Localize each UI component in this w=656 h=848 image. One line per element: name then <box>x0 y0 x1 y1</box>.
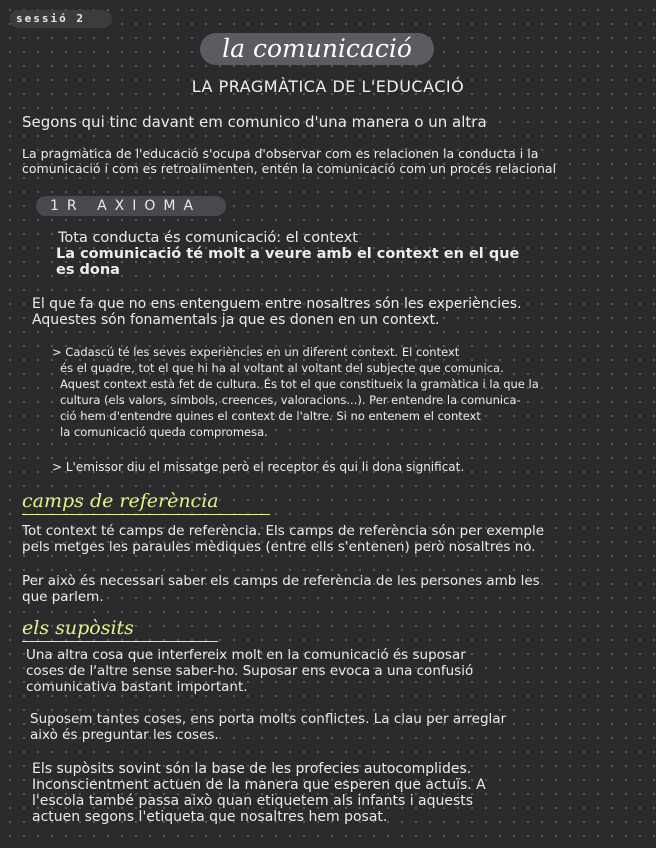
heading-underline <box>22 641 218 642</box>
camps-line: pels metges les paraules mèdiques (entre ells s'entenen) però nosaltres no. <box>22 539 536 555</box>
axioma-line: La comunicació té molt a veure amb el context en el que <box>56 246 520 262</box>
intro-paragraph-line: La pragmàtica de l'educació s'ocupa d'observar com es relacionen la conducta i la <box>22 146 539 161</box>
experiences-line: El que fa que no ens entenguem entre nosaltres són les experiències. <box>32 296 522 312</box>
bullet-line: és el quadre, tot el que hi ha al voltant al voltant del subjecte que comunica. <box>60 361 504 375</box>
page-subtitle: LA PRAGMÀTICA DE L'EDUCACIÓ <box>191 77 465 96</box>
page-title: la comunicació <box>222 34 412 63</box>
intro-line: Segons qui tinc davant em comunico d'una manera o un altra <box>22 113 487 131</box>
section-heading-suposits: els supòsits <box>22 617 134 639</box>
suposits-line: coses de l'altre sense saber-ho. Suposar ens evoca a una confusió <box>26 663 474 679</box>
experiences-line: Aquestes són fonamentals ja que es donen en un context. <box>32 312 440 328</box>
suposits-line: Els supòsits sovint són la base de les profecies autocomplides. <box>32 761 472 777</box>
axioma-label: 1R AXIOMA <box>50 198 202 214</box>
heading-underline <box>22 514 270 515</box>
axioma-line: Tota conducta és comunicació: el context <box>58 230 358 246</box>
camps-line: Tot context té camps de referència. Els camps de referència són per exemple <box>22 523 545 539</box>
bullet-line: la comunicació queda compromesa. <box>60 425 268 439</box>
bullet-line: > Cadascú té les seves experiències en un diferent context. El context <box>52 345 460 359</box>
bullet-line: ció hem d'entendre quines el context de l'altre. Si no entenem el context <box>60 409 481 423</box>
suposits-line: Inconscientment actuen de la manera que esperen que actuïs. A <box>32 777 486 793</box>
camps-line: Per això és necessari saber els camps de referència de les persones amb les <box>22 573 540 589</box>
bullet-line: Aquest context està fet de cultura. És tot el que constitueix la gramàtica i la que la <box>60 377 539 391</box>
suposits-line: actuen segons l'etiqueta que nosaltres hem posat. <box>32 809 388 825</box>
axioma-line: es dona <box>56 262 120 278</box>
suposits-line: Una altra cosa que interfereix molt en la comunicació és suposar <box>26 647 466 663</box>
suposits-line: això és preguntar les coses. <box>30 727 219 743</box>
bullet-line: > L'emissor diu el missatge però el receptor és qui li dona significat. <box>52 460 465 474</box>
suposits-line: l'escola també passa això quan etiquetem als infants i aquests <box>32 793 474 809</box>
bullet-line: cultura (els valors, símbols, creences, valoracions...). Per entendre la comunica- <box>60 393 521 407</box>
section-heading-camps: camps de referència <box>22 490 219 512</box>
session-label: sessió 2 <box>16 12 85 25</box>
camps-line: que parlem. <box>22 589 104 605</box>
intro-paragraph-line: comunicació i com es retroalimenten, entén la comunicació com un procés relacional <box>22 161 557 176</box>
suposits-line: Suposem tantes coses, ens porta molts conflictes. La clau per arreglar <box>30 711 507 727</box>
suposits-line: comunicativa bastant important. <box>26 679 248 695</box>
